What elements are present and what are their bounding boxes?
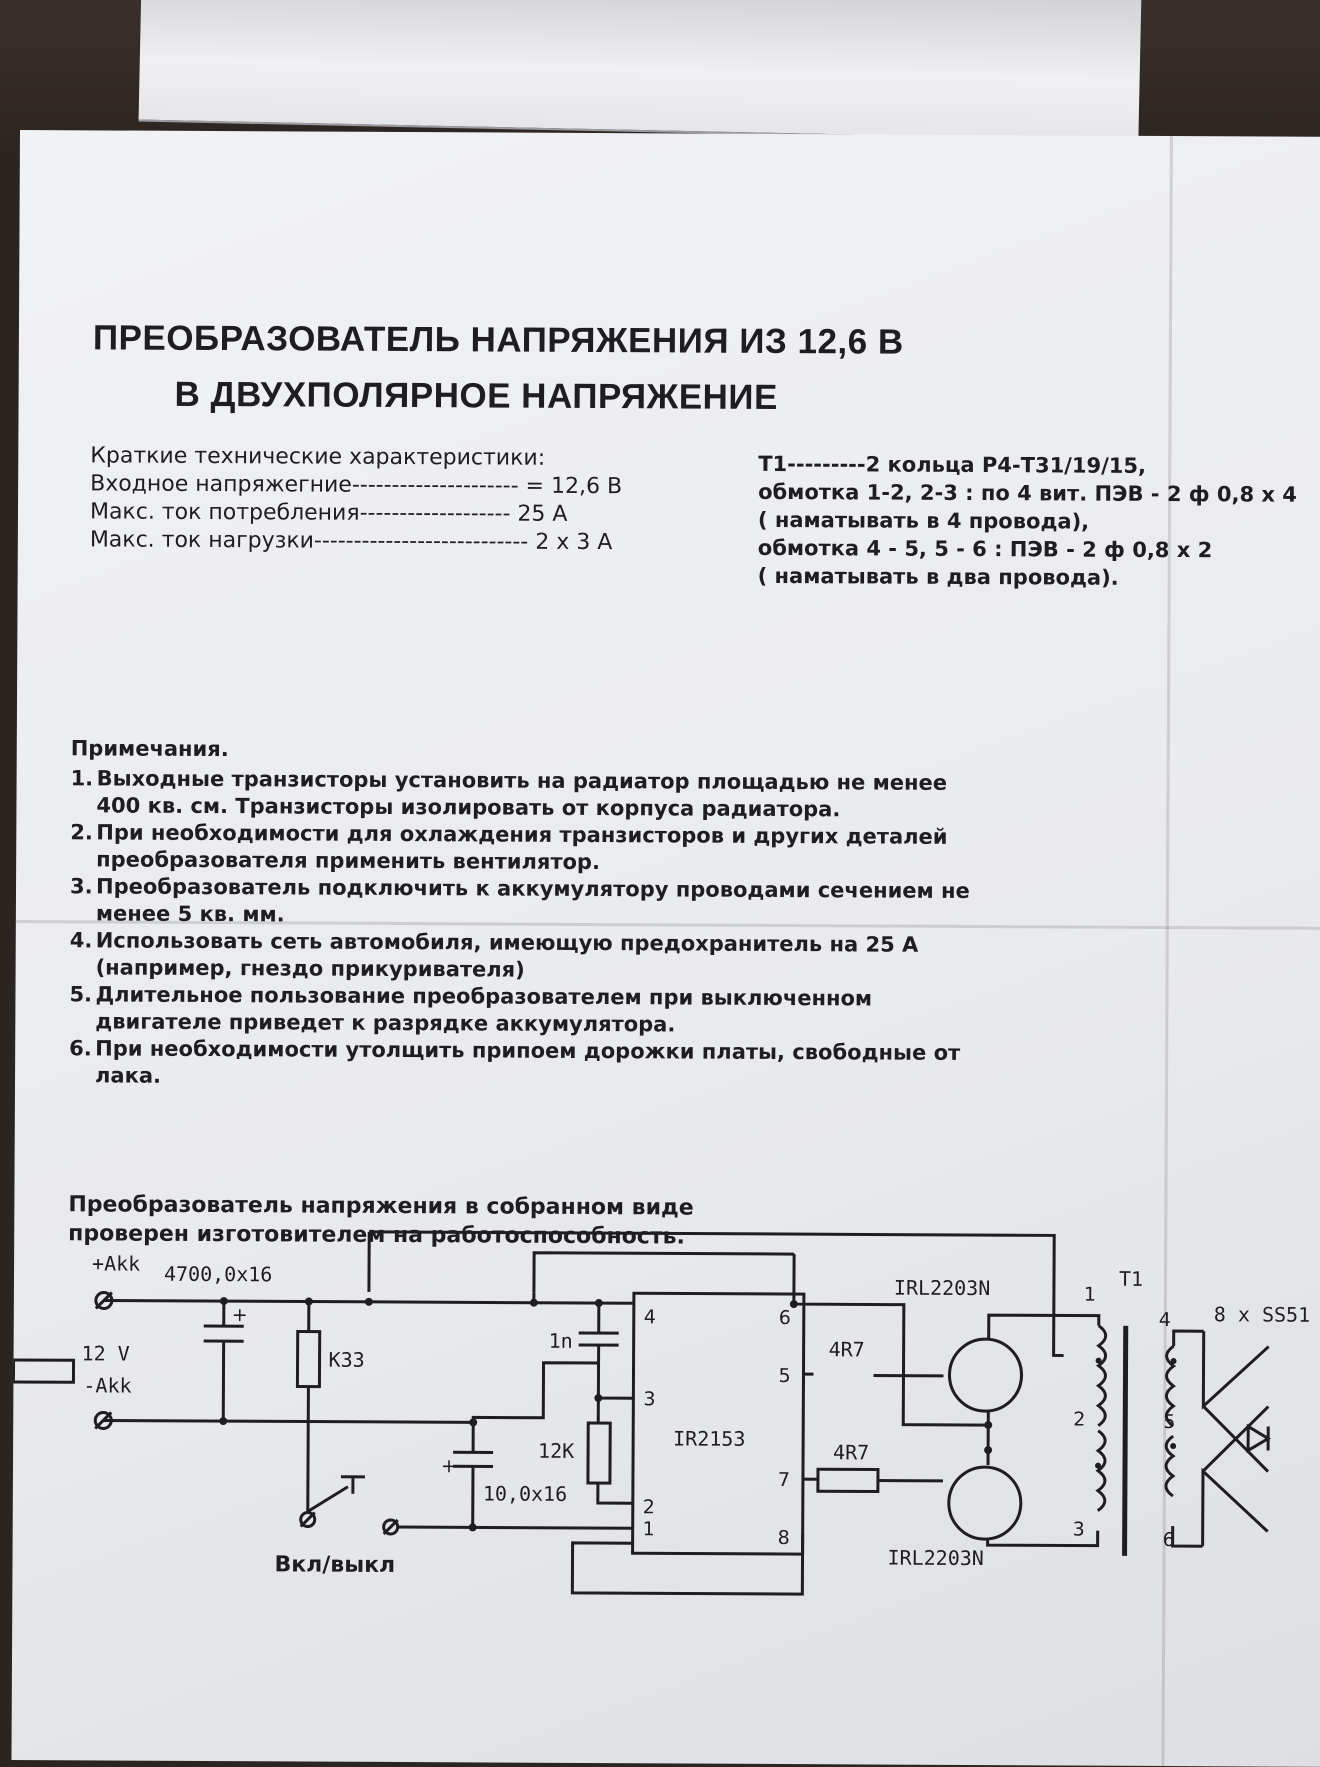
label-diodes: 8 x SS51 [1214,1302,1310,1327]
label-tpin-6: 6 [1163,1529,1175,1551]
label-pin-5: 5 [778,1365,790,1387]
switch-cap [341,1477,365,1494]
label-res-12k: 12K [538,1439,574,1463]
ic-body [633,1293,804,1554]
note-text: Преобразователь подключить к аккумулятору проводами сечением не менее 5 кв. мм. [96,873,970,932]
label-plus-akk: +Akk [92,1251,140,1275]
note-number: 3. [70,873,96,927]
notes-heading: Примечания. [71,735,971,767]
label-cap-10-plus: + [441,1455,457,1477]
mosfet-bot-body [949,1467,1021,1539]
transformer-line: Т1---------2 кольца Р4-Т31/19/15, [758,450,1318,481]
transformer-line: ( наматывать в 4 провода), [758,506,1318,537]
label-tpin-4: 4 [1159,1309,1171,1331]
wire-pin8-loop [572,1533,802,1594]
label-cap-main-plus: + [232,1304,248,1326]
label-transformer: T1 [1119,1267,1143,1291]
label-cap-main: 4700,0x16 [164,1262,272,1287]
res-k33-body [297,1331,319,1386]
wire-secondary-bottom [1173,1526,1203,1546]
wire-cap1n-bottom [598,1345,633,1398]
cap-1n-plates [579,1333,619,1345]
label-k33: K33 [329,1348,365,1372]
transformer-primary-lower [1098,1431,1105,1511]
label-fet-top: IRL2203N [894,1276,990,1301]
label-pin-4: 4 [644,1306,656,1328]
wire-minus-rail [103,1420,473,1422]
transformer-line: обмотка 4 - 5, 5 - 6 : ПЭВ - 2 ф 0,8 х 2 [758,534,1318,565]
note-number: 2. [70,819,96,873]
note-number: 5. [69,981,95,1035]
label-ic: IR2153 [673,1426,745,1450]
switch-lever [308,1487,348,1512]
cap-10-plates [453,1452,493,1466]
note-text: Длительное пользование преобразователем при выключенном двигателе приведет к разрядке аккумулятора. [95,981,969,1040]
note-number: 6. [69,1035,95,1089]
wire-fet-top-drain [989,1315,1099,1341]
transformer-line: обмотка 1-2, 2-3 : по 4 вит. ПЭВ - 2 ф 0,8 х 4 [758,478,1318,509]
label-pin-2: 2 [643,1496,655,1518]
note-number: 1. [70,765,96,819]
label-pin-7: 7 [778,1469,790,1491]
spec-row-max-load: Макс. ток нагрузки--------------------------- 2 х 3 А [90,526,690,557]
paper-stack [139,0,1142,142]
note-number: 4. [70,927,96,981]
label-tpin-1: 1 [1084,1284,1096,1306]
label-cap-1n: 1n [549,1329,573,1353]
label-switch: Вкл/выкл [274,1552,395,1578]
wire-12k-bottom [598,1483,633,1503]
label-minus-akk: -Akk [83,1373,131,1397]
wire-minus-to-ic [473,1362,598,1423]
label-pin-1: 1 [643,1518,655,1540]
schematic-terminals [95,1292,399,1534]
label-pin-3: 3 [643,1388,655,1410]
res-12k-body [588,1423,610,1483]
label-12v: 12 V [82,1341,130,1365]
schematic-junctions [219,1297,1177,1535]
wire-k33-bottom [308,1387,309,1512]
res-4r7-top-body [13,1360,73,1382]
label-tpin-2: 2 [1073,1409,1085,1431]
wire-secondary-top [1174,1331,1204,1346]
wire-pin4 [534,1303,634,1304]
note-text: Использовать сеть автомобиля, имеющую предохранитель на 25 А (например, гнездо прикуривателя) [96,927,970,986]
label-pin-8: 8 [778,1527,790,1549]
wire-ic-top [534,1253,794,1294]
transformer-primary-upper [1098,1326,1106,1426]
transformer-line: ( наматывать в два провода). [758,562,1318,593]
check-line-2: проверен изготовителем на работоспособность. [68,1219,968,1253]
mosfet-top-body [949,1339,1021,1411]
wire-switch-to-pin1 [398,1527,633,1528]
bridge-diode [1248,1426,1268,1450]
wire-plus-rail [104,1290,534,1302]
spec-row-input-voltage: Входное напряжегние--------------------- = 12,6 В [90,470,690,501]
document-sheet [11,130,1320,1767]
label-tpin-5: 5 [1163,1411,1175,1433]
title-line-2: В ДВУХПОЛЯРНОЕ НАПРЯЖЕНИЕ [92,366,1092,427]
check-line-1: Преобразователь напряжения в собранном виде [68,1190,968,1224]
circuit-schematic [11,130,1320,1767]
title-line-1: ПРЕОБРАЗОВАТЕЛЬ НАПРЯЖЕНИЯ ИЗ 12,6 В [93,318,904,361]
note-text: При необходимости для охлаждения транзисторов и других деталей преобразователя применить вентилятор. [96,819,970,878]
label-pin-6: 6 [779,1307,791,1329]
label-cap-10: 10,0x16 [483,1481,567,1505]
cap-main-plates [204,1326,244,1341]
bridge-cross [1203,1406,1268,1471]
label-res-4r7-top: 4R7 [829,1337,865,1361]
specs-heading: Краткие технические характеристики: [90,442,690,473]
label-fet-bot: IRL2203N [887,1546,983,1571]
transformer-core [1125,1326,1126,1556]
note-text: При необходимости утолщить припоем дорожки платы, свободные от лака. [95,1035,969,1094]
label-tpin-3: 3 [1073,1519,1085,1541]
res-4r7-bot-body [818,1469,878,1491]
spec-row-max-current: Макс. ток потребления------------------- 25 А [90,498,690,529]
label-res-4r7-bot: 4R7 [833,1440,869,1464]
note-text: Выходные транзисторы установить на радиатор площадью не менее 400 кв. см. Транзисторы изолировать от корпуса радиатора. [96,765,970,824]
